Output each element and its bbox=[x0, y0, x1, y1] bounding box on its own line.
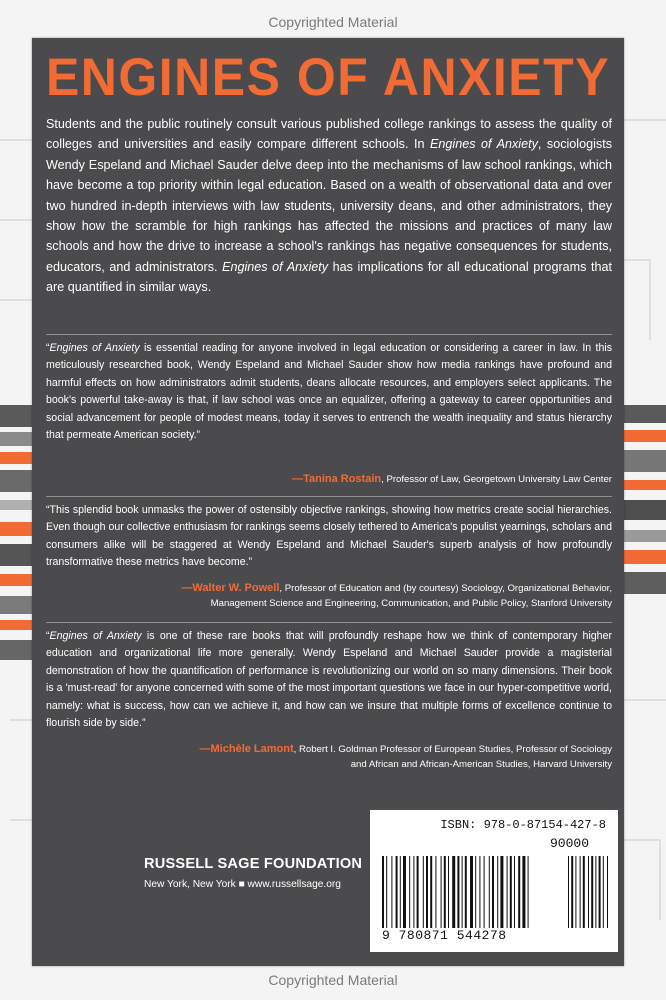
isbn-barcode bbox=[370, 810, 618, 952]
book-description: Students and the public routinely consult various published college rankings to assess the quality of colleges and universities and easily compare different schools. In Engines of Anxiety, sociologists Wendy Espeland and Michael Sauder delve deep into the mechanisms of law school rankings, which have become a top priority within legal education. Based on a wealth of observational data and over two hundred in-depth interviews with law students, university deans, and other administrators, they show how the scramble for high rankings has affected the missions and practices of many law schools and how the drive to increase a school's rankings has negative consequences for students, educators, and administrators. Engines of Anxiety has implications for all educational programs that are quantified in similar ways. bbox=[46, 117, 612, 295]
divider bbox=[46, 622, 612, 623]
ean-digits: 9 780871 544278 bbox=[382, 928, 507, 943]
publisher-name: RUSSELL SAGE FOUNDATION bbox=[144, 856, 363, 872]
endorsement-quote-1: “Engines of Anxiety is essential reading for anyone involved in legal education or considering a career in law. In this meticulously researched book, Wendy Espeland and Michael Sauder show how media rankings have profound and harmful effects on how administrators admit students, deans allocate resources, and employers select applicants. The book's powerful take-away is that, if law school was once an equalizer, offering a gateway to career opportunities and social advancement for people of modest means, today it serves to entrench the wealth inequality and status hierarchy that permeate American society.” bbox=[46, 342, 613, 442]
publisher-block bbox=[144, 856, 362, 890]
price-code: 90000 bbox=[550, 836, 590, 851]
endorser-name: —Walter W. Powell bbox=[181, 582, 280, 594]
endorser-name: —Michèle Lamont bbox=[199, 743, 294, 755]
publisher-address: New York, New York ■ www.russellsage.org bbox=[144, 879, 341, 890]
endorsement-attribution-3: —Michèle Lamont, Robert I. Goldman Professor of European Studies, Professor of Sociology and African and African-American Studies, Harvard University bbox=[199, 743, 612, 770]
divider bbox=[46, 334, 612, 335]
copyright-watermark-bottom: Copyrighted Material bbox=[268, 972, 398, 988]
endorsement-quote-2: “This splendid book unmasks the power of ostensibly objective rankings, showing how metrics create social hierarchies. Even though our collective enthusiasm for rankings seems closely tethered to America's populist yearnings, scholars and consumers alike will be staggered at Wendy Espeland and Michael Sauder's superb analysis of how profoundly transformative these metrics have become.” bbox=[46, 504, 612, 569]
divider bbox=[46, 496, 612, 497]
endorsement-quote-3: “Engines of Anxiety is one of these rare books that will profoundly reshape how we think of contemporary higher education and organizational life more generally. Wendy Espeland and Michael Sauder provide a magisterial demonstration of how the quantification of performance is revolutionizing our world on so many dimensions. Their book is a 'must-read' for anyone concerned with some of the most important questions we face in our hyper-competitive world, namely: what is success, how can we achieve it, and how can we insure that multiple forms of excellence continue to flourish side by side.” bbox=[46, 630, 612, 730]
endorser-name: —Tanina Rostain bbox=[292, 473, 382, 485]
copyright-watermark-top: Copyrighted Material bbox=[268, 14, 398, 30]
endorsement-attribution-1: —Tanina Rostain, Professor of Law, Georgetown University Law Center bbox=[292, 473, 612, 485]
barcode-bars bbox=[382, 856, 608, 928]
isbn-label: ISBN: 978-0-87154-427-8 bbox=[440, 818, 606, 832]
book-back-cover bbox=[32, 38, 624, 966]
endorsement-attribution-2: —Walter W. Powell, Professor of Education and (by courtesy) Sociology, Organizational Behavior, Management Science and Engineering, Communication, and Public Policy, Stanford University bbox=[181, 582, 612, 609]
book-title: ENGINES OF ANXIETY bbox=[45, 47, 611, 107]
